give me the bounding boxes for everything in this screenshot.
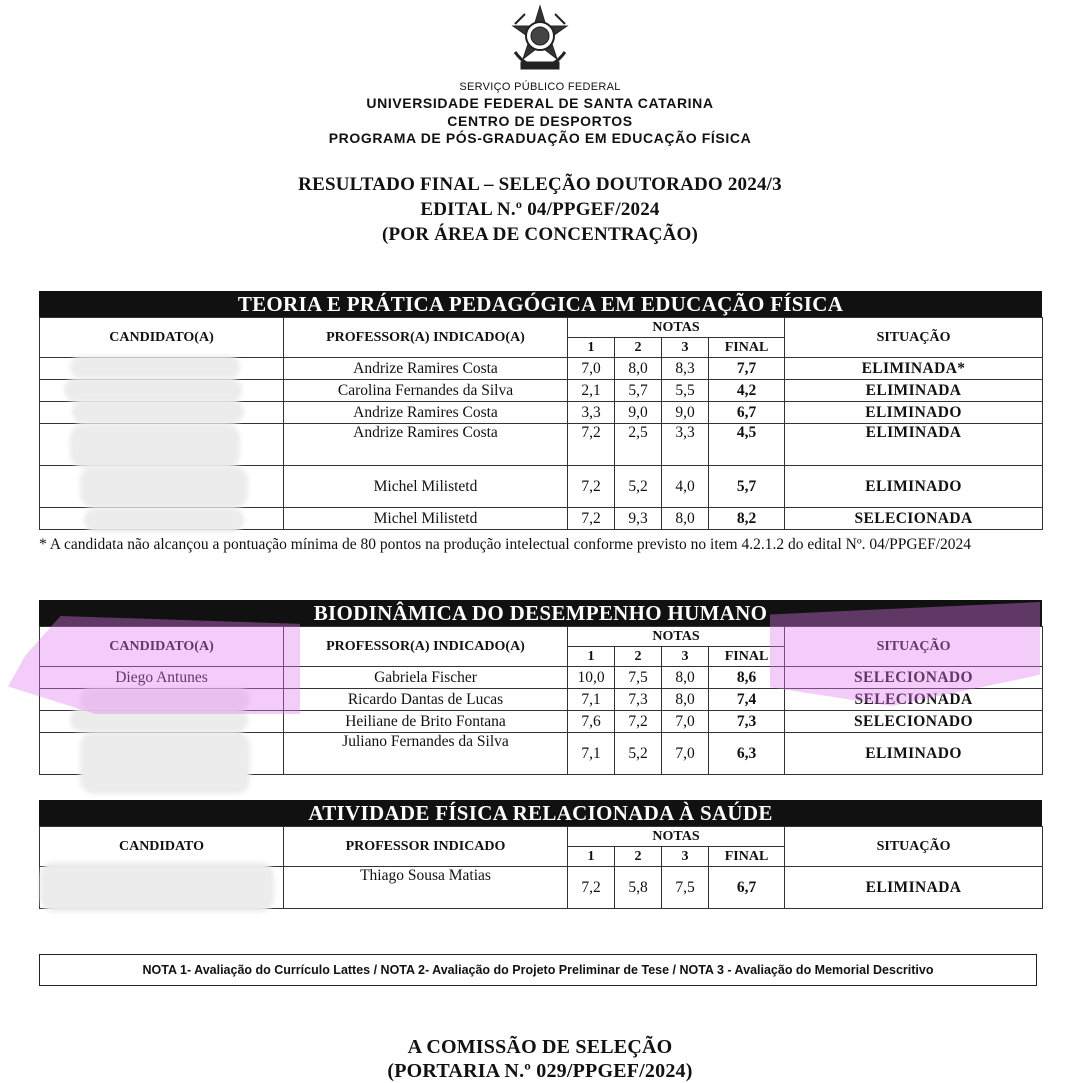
professor-name: Andrize Ramires Costa: [284, 424, 568, 466]
nota-2: 5,8: [615, 867, 662, 909]
situacao: ELIMINADO: [785, 466, 1043, 508]
column-header-nota-2: 2: [615, 338, 662, 358]
professor-name: Michel Milistetd: [284, 466, 568, 508]
professor-name: Heiliane de Brito Fontana: [284, 711, 568, 733]
professor-name: Michel Milistetd: [284, 508, 568, 530]
column-header-nota-3: 3: [662, 647, 709, 667]
nota-2: 9,3: [615, 508, 662, 530]
notes-legend: NOTA 1- Avaliação do Currículo Lattes / NOTA 2- Avaliação do Projeto Preliminar de Tese / NOTA 3 - Avaliação do Memorial Descritivo: [39, 954, 1037, 986]
professor-name: Andrize Ramires Costa: [284, 402, 568, 424]
commission-signature: A COMISSÃO DE SELEÇÃO: [407, 1036, 673, 1058]
nota-2: 2,5: [615, 424, 662, 466]
nota-final: 7,7: [709, 358, 785, 380]
redaction-mark: [80, 466, 248, 508]
nota-1: 3,3: [568, 402, 615, 424]
professor-name: Juliano Fernandes da Silva: [284, 733, 568, 775]
column-header-candidate: CANDIDATO(A): [40, 627, 284, 667]
center-name: CENTRO DE DESPORTOS: [447, 113, 633, 129]
column-header-final: FINAL: [709, 338, 785, 358]
nota-1: 7,2: [568, 508, 615, 530]
candidate-name: Diego Antunes: [40, 667, 284, 689]
nota-3: 7,0: [662, 711, 709, 733]
situacao: ELIMINADO: [785, 402, 1043, 424]
redaction-mark: [70, 424, 240, 468]
situacao: SELECIONADA: [785, 689, 1043, 711]
nota-1: 7,2: [568, 424, 615, 466]
nota-final: 6,7: [709, 402, 785, 424]
column-header-nota-3: 3: [662, 338, 709, 358]
column-header-nota-1: 1: [568, 847, 615, 867]
column-header-professor: PROFESSOR INDICADO: [284, 827, 568, 867]
nota-1: 10,0: [568, 667, 615, 689]
column-header-notas: NOTAS: [568, 627, 785, 647]
situacao: ELIMINADA: [785, 424, 1043, 466]
nota-final: 8,2: [709, 508, 785, 530]
nota-1: 2,1: [568, 380, 615, 402]
nota-3: 8,0: [662, 667, 709, 689]
nota-1: 7,2: [568, 867, 615, 909]
nota-1: 7,1: [568, 733, 615, 775]
nota-3: 7,0: [662, 733, 709, 775]
situacao: SELECIONADA: [785, 508, 1043, 530]
coat-of-arms-emblem: [505, 4, 575, 74]
situacao: ELIMINADA: [785, 380, 1043, 402]
university-name: UNIVERSIDADE FEDERAL DE SANTA CATARINA: [366, 95, 714, 111]
commission-portaria: (PORTARIA N.º 029/PPGEF/2024): [387, 1060, 693, 1082]
column-header-situacao: SITUAÇÃO: [785, 318, 1043, 358]
situacao: SELECIONADO: [785, 667, 1043, 689]
column-header-professor: PROFESSOR(A) INDICADO(A): [284, 318, 568, 358]
nota-final: 7,3: [709, 711, 785, 733]
service-label: SERVIÇO PÚBLICO FEDERAL: [459, 81, 621, 93]
nota-3: 5,5: [662, 380, 709, 402]
column-header-professor: PROFESSOR(A) INDICADO(A): [284, 627, 568, 667]
section-title-biodinamica: BIODINÂMICA DO DESEMPENHO HUMANO: [39, 600, 1042, 626]
column-header-situacao: SITUAÇÃO: [785, 827, 1043, 867]
nota-final: 7,4: [709, 689, 785, 711]
redaction-mark: [70, 356, 240, 378]
column-header-final: FINAL: [709, 647, 785, 667]
column-header-nota-2: 2: [615, 647, 662, 667]
section-title-teoria-pratica: TEORIA E PRÁTICA PEDAGÓGICA EM EDUCAÇÃO FÍSICA: [39, 291, 1042, 317]
nota-1: 7,0: [568, 358, 615, 380]
nota-2: 5,7: [615, 380, 662, 402]
nota-2: 5,2: [615, 466, 662, 508]
redaction-mark: [64, 378, 242, 402]
column-header-notas: NOTAS: [568, 318, 785, 338]
nota-3: 9,0: [662, 402, 709, 424]
nota-final: 6,3: [709, 733, 785, 775]
nota-2: 5,2: [615, 733, 662, 775]
column-header-nota-1: 1: [568, 647, 615, 667]
situacao: SELECIONADO: [785, 711, 1043, 733]
nota-3: 7,5: [662, 867, 709, 909]
title-subtitle: (POR ÁREA DE CONCENTRAÇÃO): [381, 224, 699, 245]
redaction-mark: [72, 400, 244, 424]
professor-name: Andrize Ramires Costa: [284, 358, 568, 380]
situacao: ELIMINADA: [785, 867, 1043, 909]
redaction-mark: [84, 508, 244, 532]
edital-number: EDITAL N.º 04/PPGEF/2024: [420, 199, 660, 220]
column-header-nota-2: 2: [615, 847, 662, 867]
column-header-candidate: CANDIDATO: [40, 827, 284, 867]
nota-3: 8,0: [662, 508, 709, 530]
highlighter-mark-left: [8, 616, 300, 714]
program-name: PROGRAMA DE PÓS-GRADUAÇÃO EM EDUCAÇÃO FÍSICA: [328, 130, 752, 146]
column-header-nota-1: 1: [568, 338, 615, 358]
nota-final: 5,7: [709, 466, 785, 508]
nota-final: 8,6: [709, 667, 785, 689]
professor-name: Thiago Sousa Matias: [284, 867, 568, 909]
nota-final: 4,2: [709, 380, 785, 402]
document-title: RESULTADO FINAL – SELEÇÃO DOUTORADO 2024/3: [298, 174, 782, 195]
nota-2: 7,2: [615, 711, 662, 733]
nota-3: 3,3: [662, 424, 709, 466]
nota-1: 7,2: [568, 466, 615, 508]
nota-final: 4,5: [709, 424, 785, 466]
nota-2: 9,0: [615, 402, 662, 424]
nota-final: 6,7: [709, 867, 785, 909]
nota-1: 7,6: [568, 711, 615, 733]
professor-name: Carolina Fernandes da Silva: [284, 380, 568, 402]
redaction-mark: [40, 862, 274, 912]
professor-name: Gabriela Fischer: [284, 667, 568, 689]
section-title-atividade-fisica: ATIVIDADE FÍSICA RELACIONADA À SAÚDE: [39, 800, 1042, 826]
nota-2: 8,0: [615, 358, 662, 380]
nota-3: 8,3: [662, 358, 709, 380]
column-header-nota-3: 3: [662, 847, 709, 867]
nota-2: 7,5: [615, 667, 662, 689]
nota-3: 4,0: [662, 466, 709, 508]
column-header-final: FINAL: [709, 847, 785, 867]
column-header-situacao: SITUAÇÃO: [785, 627, 1043, 667]
situacao: ELIMINADO: [785, 733, 1043, 775]
footnote: * A candidata não alcançou a pontuação mínima de 80 pontos na produção intelectual conforme previsto no item 4.2.1.2 do edital Nº. 04/PPGEF/2024: [39, 536, 972, 553]
situacao: ELIMINADA*: [785, 358, 1043, 380]
column-header-candidate: CANDIDATO(A): [40, 318, 284, 358]
professor-name: Ricardo Dantas de Lucas: [284, 689, 568, 711]
column-header-notas: NOTAS: [568, 827, 785, 847]
redaction-mark: [80, 732, 250, 794]
nota-3: 8,0: [662, 689, 709, 711]
nota-2: 7,3: [615, 689, 662, 711]
nota-1: 7,1: [568, 689, 615, 711]
